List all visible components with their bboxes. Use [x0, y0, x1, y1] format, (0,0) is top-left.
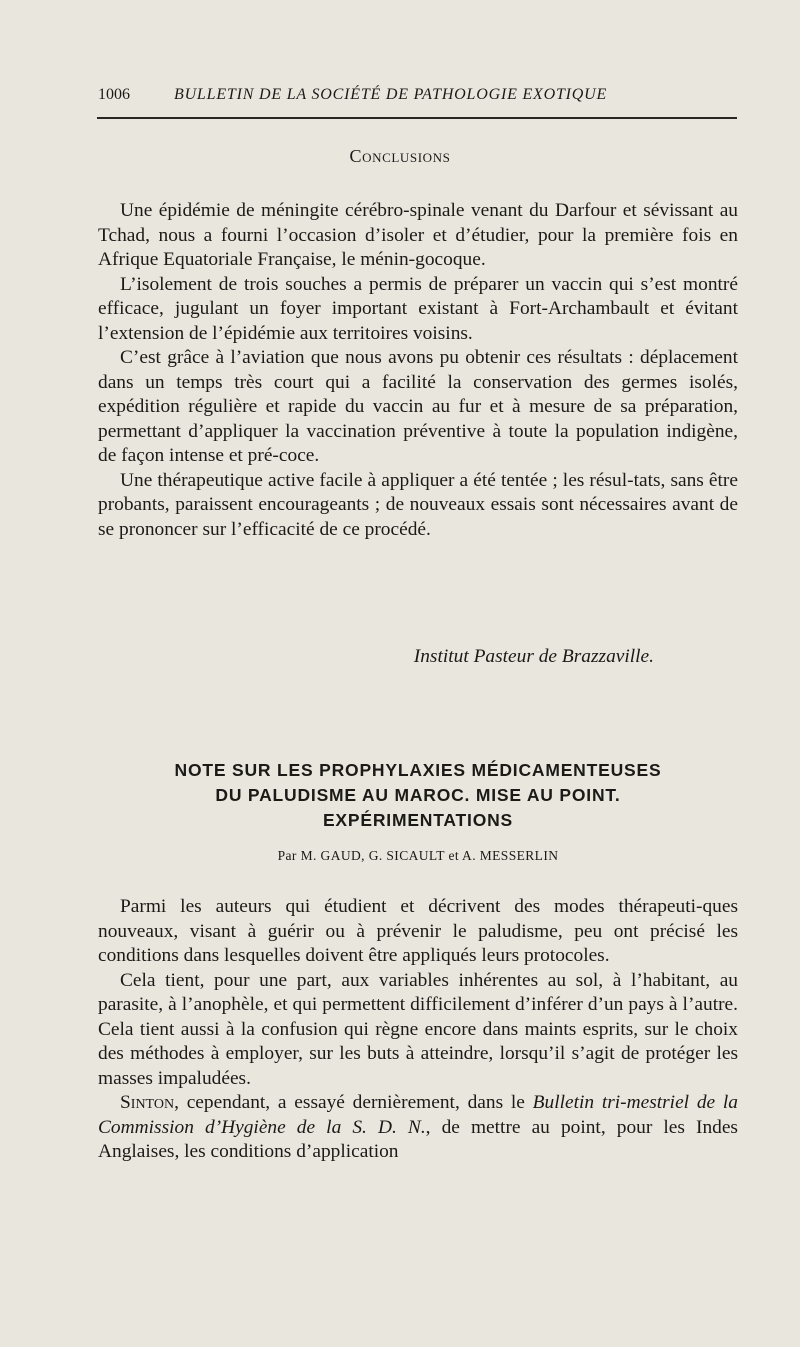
paragraph-text: , de mettre au point, pour les Indes Anglaises, les conditions d’application: [98, 1116, 738, 1162]
conclusions-paragraph: Une épidémie de méningite cérébro-spinale venant du Darfour et sévissant au Tchad, nous a fourni l’occasion d’isoler et d’étudier, pour la première fois en Afrique Equatoriale Française, le ménin-gocoque.: [98, 200, 738, 270]
conclusions-body: [98, 199, 738, 542]
author-names: M. GAUD, G. SICAULT et A. MESSERLIN: [300, 848, 559, 863]
paragraph-text: , cependant, a essayé dernièrement, dans le: [174, 1092, 533, 1113]
conclusions-paragraph: L’isolement de trois souches a permis de préparer un vaccin qui s’est montré efficace, jugulant un foyer important existant à Fort-Archambault et évitant l’extension de l’épidémie aux territoires voisins.: [98, 273, 738, 344]
byline: [98, 848, 738, 864]
article-body: [98, 895, 738, 1165]
article-paragraph: Cela tient, pour une part, aux variables inhérentes au sol, à l’habitant, au parasite, à l’anophèle, et qui permettent difficilement d’inférer d’un pays à l’autre. Cela tient aussi à la confusion qui règne encore dans maints esprits, sur le choix des méthodes à employer, sur les buts à atteindre, lorsqu’il s’agit de protéger les masses impaludées.: [98, 969, 738, 1089]
article-title-line: NOTE SUR LES PROPHYLAXIES MÉDICAMENTEUSES: [174, 760, 662, 780]
running-header: [98, 86, 736, 112]
conclusions-paragraph: Une thérapeutique active facile à appliquer a été tentée ; les résul-tats, sans être probants, paraissent encourageants ; de nouveaux essais sont nécessaires avant de se prononcer sur l’efficacité de ce procédé.: [98, 469, 738, 540]
article-title-line: EXPÉRIMENTATIONS: [322, 810, 514, 830]
institution-signature: Institut Pasteur de Brazzaville.: [413, 646, 654, 667]
cited-author: Sinton: [120, 1092, 175, 1113]
conclusions-heading: Conclusions: [349, 146, 451, 166]
byline-prefix: Par: [277, 848, 297, 863]
article-title-line: DU PALUDISME AU MAROC. MISE AU POINT.: [215, 785, 621, 805]
journal-title: BULLETIN DE LA SOCIÉTÉ DE PATHOLOGIE EXOTIQUE: [174, 86, 608, 103]
article-paragraph: [98, 1091, 738, 1165]
header-rule: [97, 117, 737, 119]
cited-journal: Bulletin tri-mestriel de la Commission d’Hygiène de la S. D. N.: [98, 1092, 738, 1138]
article-paragraph: Parmi les auteurs qui étudient et décrivent des modes thérapeuti-ques nouveaux, visant à guérir ou à prévenir le paludisme, peu ont précisé les conditions dans lesquelles doivent être appliqués leurs protocoles.: [98, 896, 738, 966]
article-title: [98, 758, 738, 833]
conclusions-paragraph: C’est grâce à l’aviation que nous avons pu obtenir ces résultats : déplacement dans un temps très court qui a facilité la conservation des germes isolés, expédition régulière et rapide du vaccin au fur et à mesure de sa préparation, permettant d’appliquer la vaccination préventive à toute la population indigène, de façon intense et pré-coce.: [98, 347, 738, 466]
page-number: 1006: [98, 86, 130, 103]
